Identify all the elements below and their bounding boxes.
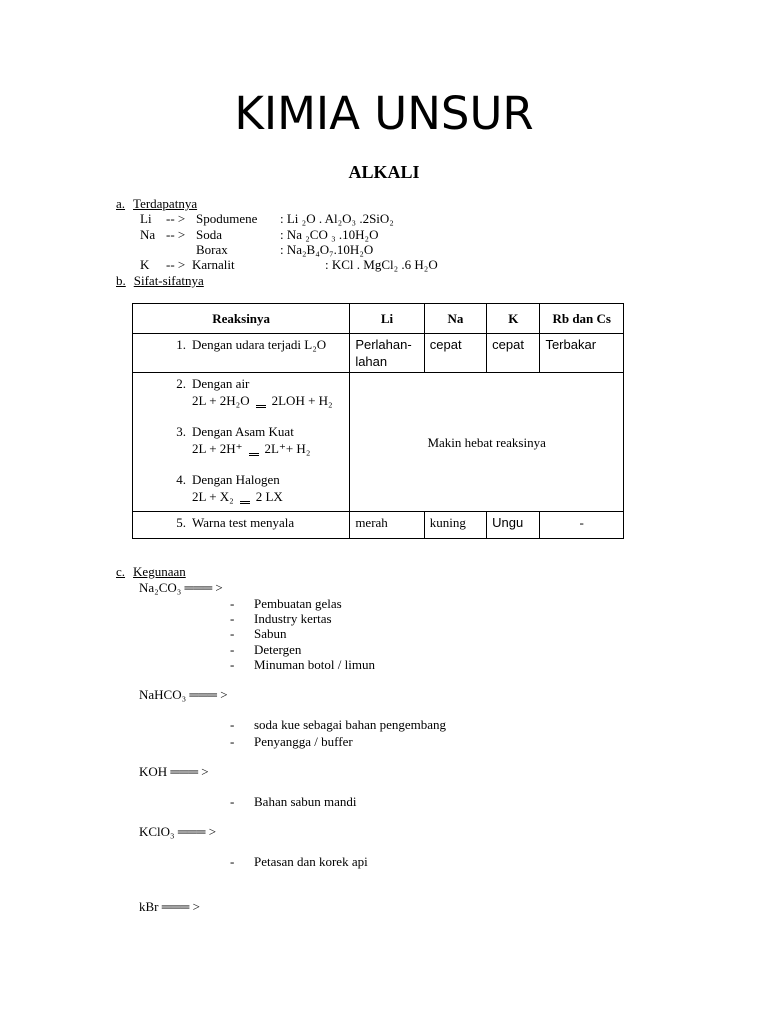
occurrence-mineral: Soda (196, 227, 222, 242)
occurrence-arrow: -- > (166, 257, 186, 272)
compound-label: KOH ═══ > (139, 764, 209, 779)
occurrence-row: Na (140, 227, 156, 242)
page-title: KIMIA UNSUR (234, 87, 534, 140)
list-item: - Pembuatan gelas (230, 596, 342, 611)
na-cell: kuning (424, 512, 486, 539)
occurrence-formula: : KCl . MgCl₂ .6 H₂O (325, 257, 438, 272)
reaction-cell: 5. Warna test menyala (133, 512, 350, 539)
list-item: - Petasan dan korek api (230, 854, 368, 869)
compound-label: KClO₃ ═══ > (139, 824, 217, 839)
reaction-cell: 2. Dengan air 2L + 2H₂O 2LOH + H₂ 3. Dengan Asam Kuat 2L + 2H⁺ 2L⁺+ H₂ 4. Dengan Halogen 2L + X₂ 2 LX (133, 373, 350, 512)
section-c-heading: c. Kegunaan (116, 564, 186, 579)
li-cell: merah (350, 512, 424, 539)
rb-cell: - (540, 512, 624, 539)
occurrence-arrow: -- > (166, 227, 186, 242)
page-subtitle: ALKALI (348, 162, 420, 182)
list-item: - Minuman botol / limun (230, 657, 375, 672)
compound-label: kBr ═══ > (139, 899, 200, 914)
table-header: Reaksinya (133, 304, 350, 334)
occurrence-formula: : Na ₂CO ₃ .10H₂O (280, 227, 379, 242)
occurrence-mineral: Borax (196, 242, 228, 257)
occurrence-arrow: -- > (166, 211, 186, 226)
list-item: - soda kue sebagai bahan pengembang (230, 717, 447, 732)
table-header: Li (350, 304, 424, 334)
k-cell: Ungu (487, 512, 540, 539)
table-row (133, 334, 624, 373)
k-cell: cepat (487, 334, 540, 373)
reaction-cell: 1. Dengan udara terjadi L₂O (133, 334, 350, 373)
list-item: - Industry kertas (230, 611, 332, 626)
occurrence-row: Li (140, 211, 152, 226)
rb-cell: Terbakar (540, 334, 624, 373)
compound-label: NaHCO₃ ═══ > (139, 687, 228, 702)
merged-cell: Makin hebat reaksinya (350, 373, 624, 512)
compound-label: Na₂CO₃ ═══ > (139, 580, 223, 595)
occurrence-row: K (140, 257, 150, 272)
properties-table (132, 303, 624, 539)
table-row (133, 512, 624, 539)
table-header-row (133, 304, 624, 334)
table-row (133, 373, 624, 512)
list-item: - Detergen (230, 642, 302, 657)
occurrence-mineral: Karnalit (192, 257, 235, 272)
list-item: - Penyangga / buffer (230, 734, 353, 749)
reaction-arrow-icon (240, 501, 250, 504)
table-header: Rb dan Cs (540, 304, 624, 334)
na-cell: cepat (424, 334, 486, 373)
occurrence-mineral: Spodumene (196, 211, 258, 226)
reaction-arrow-icon (256, 405, 266, 408)
occurrence-formula: : Li ₂O . Al₂O₃ .2SiO₂ (280, 211, 394, 226)
occurrence-formula: : Na₂B₄O₇.10H₂O (280, 242, 374, 257)
li-cell: Perlahan-lahan (350, 334, 424, 373)
list-item: - Bahan sabun mandi (230, 794, 357, 809)
table-header: Na (424, 304, 486, 334)
reaction-arrow-icon (249, 453, 259, 456)
table-header: K (487, 304, 540, 334)
section-b-heading: b. Sifat-sifatnya (116, 273, 204, 288)
section-a-heading: a. Terdapatnya (116, 196, 198, 211)
list-item: - Sabun (230, 626, 287, 641)
